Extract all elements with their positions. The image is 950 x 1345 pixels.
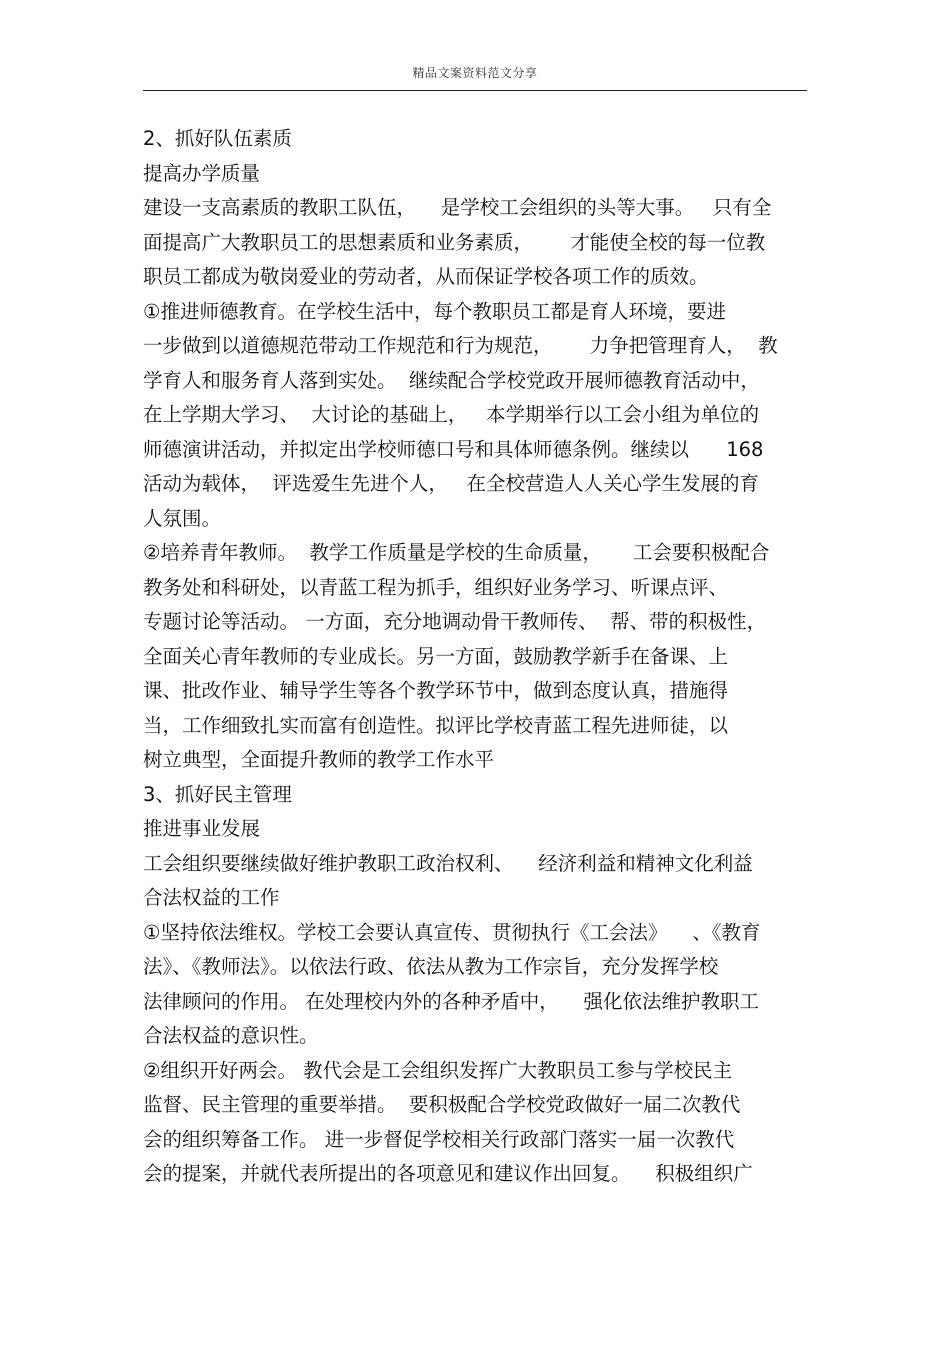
text-line: 会的提案，并就代表所提出的各项意见和建议作出回复。 积极组织广 [143,1162,753,1185]
text-line: 会的组织筹备工作。 进一步督促学校相关行政部门落实一届一次教代 [143,1127,735,1151]
text-line: 2、抓好队伍素质 [143,127,292,150]
text-line: 课、批改作业、辅导学生等各个教学环节中，做到态度认真，措施得 [143,679,729,702]
text-line: 一步做到以道德规范带动工作规范和行为规范， 力争把管理育人， 教 [143,334,778,357]
text-line: ①坚持依法维权。学校工会要认真宣传、贯彻执行《工会法》 、《教育 [143,920,761,944]
text-line: 提高办学质量 [143,161,261,185]
text-line: 师德演讲活动，并拟定出学校师德口号和具体师德条例。继续以 168 [143,437,764,461]
text-line: ①推进师德教育。在学校生活中，每个教职员工都是育人环境，要进 [143,299,726,323]
text-line: 法》、《教师法》。以依法行政、依法从教为工作宗旨，充分发挥学校 [143,955,719,978]
text-line: 合法权益的工作 [143,886,280,909]
document-body [143,122,813,1192]
text-line: 合法权益的意识性。 [143,1024,319,1047]
text-line: 人氛围。 [143,506,222,530]
text-line: 面提高广大教职员工的思想素质和业务素质， 才能使全校的每一位教 [143,230,766,254]
text-line: 全面关心青年教师的专业成长。另一方面，鼓励教学新手在备课、上 [143,644,729,668]
text-line: 当，工作细致扎实而富有创造性。拟评比学校青蓝工程先进师徒，以 [143,713,729,737]
text-line: 活动为载体， 评选爱生先进个人， 在全校营造人人关心学生发展的育 [143,472,759,495]
text-line: ②组织开好两会。 教代会是工会组织发挥广大教职员工参与学校民主 [143,1058,733,1082]
text-line: 3、抓好民主管理 [143,782,292,806]
text-line: 专题讨论等活动。 一方面，充分地调动骨干教师传、 帮、带的积极性， [143,610,767,633]
header-divider [143,90,807,91]
page-header: 精品文案资料范文分享 [412,66,538,80]
text-line: 建设一支高素质的教职工队伍， 是学校工会组织的头等大事。 只有全 [143,196,772,219]
text-line: 教务处和科研处，以青蓝工程为抓手，组织好业务学习、听课点评、 [143,575,729,599]
text-line: 监督、民主管理的重要举措。 要积极配合学校党政做好一届二次教代 [143,1093,741,1116]
text-line: 职员工都成为敬岗爱业的劳动者，从而保证学校各项工作的质效。 [143,265,709,288]
text-line: 学育人和服务育人落到实处。 继续配合学校党政开展师德教育活动中， [143,368,760,392]
text-line: 工会组织要继续做好维护教职工政治权利、 经济利益和精神文化利益 [143,851,753,875]
text-line: 树立典型，全面提升教师的教学工作水平 [143,748,495,771]
text-line: 在上学期大学习、 大讨论的基础上， 本学期举行以工会小组为单位的 [143,403,759,426]
text-line: ②培养青年教师。 教学工作质量是学校的生命质量， 工会要积极配合 [143,541,770,564]
text-line: 法律顾问的作用。 在处理校内外的各种矛盾中， 强化依法维护教职工 [143,989,759,1013]
text-line: 推进事业发展 [143,817,261,840]
